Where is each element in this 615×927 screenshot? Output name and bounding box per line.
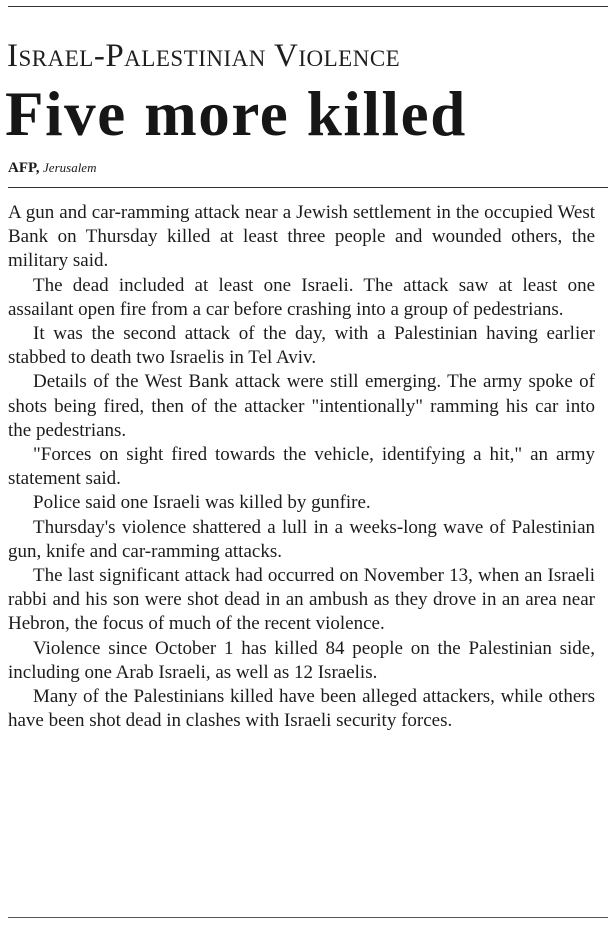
- article-paragraph: Many of the Palestinians killed have been alleged attackers, while others have been shot dead in clashes with Israeli security forces.: [8, 686, 595, 732]
- article-paragraph: It was the second attack of the day, with a Palestinian having earlier stabbed to death two Israelis in Tel Aviv.: [8, 323, 595, 369]
- section-kicker: Israel-Palestinian Violence: [7, 38, 401, 74]
- article-paragraph: Police said one Israeli was killed by gunfire.: [33, 492, 371, 514]
- byline-agency: AFP,: [8, 160, 40, 176]
- article-paragraph: Details of the West Bank attack were still emerging. The army spoke of shots being fired, then of the attacker "intentionally" ramming his car into the pedestrians.: [8, 371, 595, 441]
- article-paragraph: The last significant attack had occurred on November 13, when an Israeli rabbi and his son were shot dead in an ambush as they drove in an area near Hebron, the focus of much of the recent violence.: [8, 565, 595, 635]
- article-paragraph: Thursday's violence shattered a lull in a weeks-long wave of Palestinian gun, knife and car-ramming attacks.: [8, 516, 595, 562]
- article-body: [8, 201, 595, 733]
- article-headline: Five more killed: [5, 79, 467, 149]
- byline-location: Jerusalem: [43, 160, 97, 175]
- article-paragraph: Violence since October 1 has killed 84 people on the Palestinian side, including one Arab Israeli, as well as 12 Israelis.: [8, 637, 595, 683]
- bottom-rule: [8, 917, 608, 918]
- byline-rule: [8, 187, 608, 188]
- article-paragraph: A gun and car-ramming attack near a Jewish settlement in the occupied West Bank on Thursday killed at least three people and wounded others, the military said.: [8, 202, 595, 272]
- article-paragraph: The dead included at least one Israeli. The attack saw at least one assailant open fire from a car before crashing into a group of pedestrians.: [8, 274, 595, 320]
- top-rule: [8, 6, 608, 7]
- article-paragraph: "Forces on sight fired towards the vehicle, identifying a hit," an army statement said.: [8, 444, 595, 490]
- byline: [8, 159, 96, 178]
